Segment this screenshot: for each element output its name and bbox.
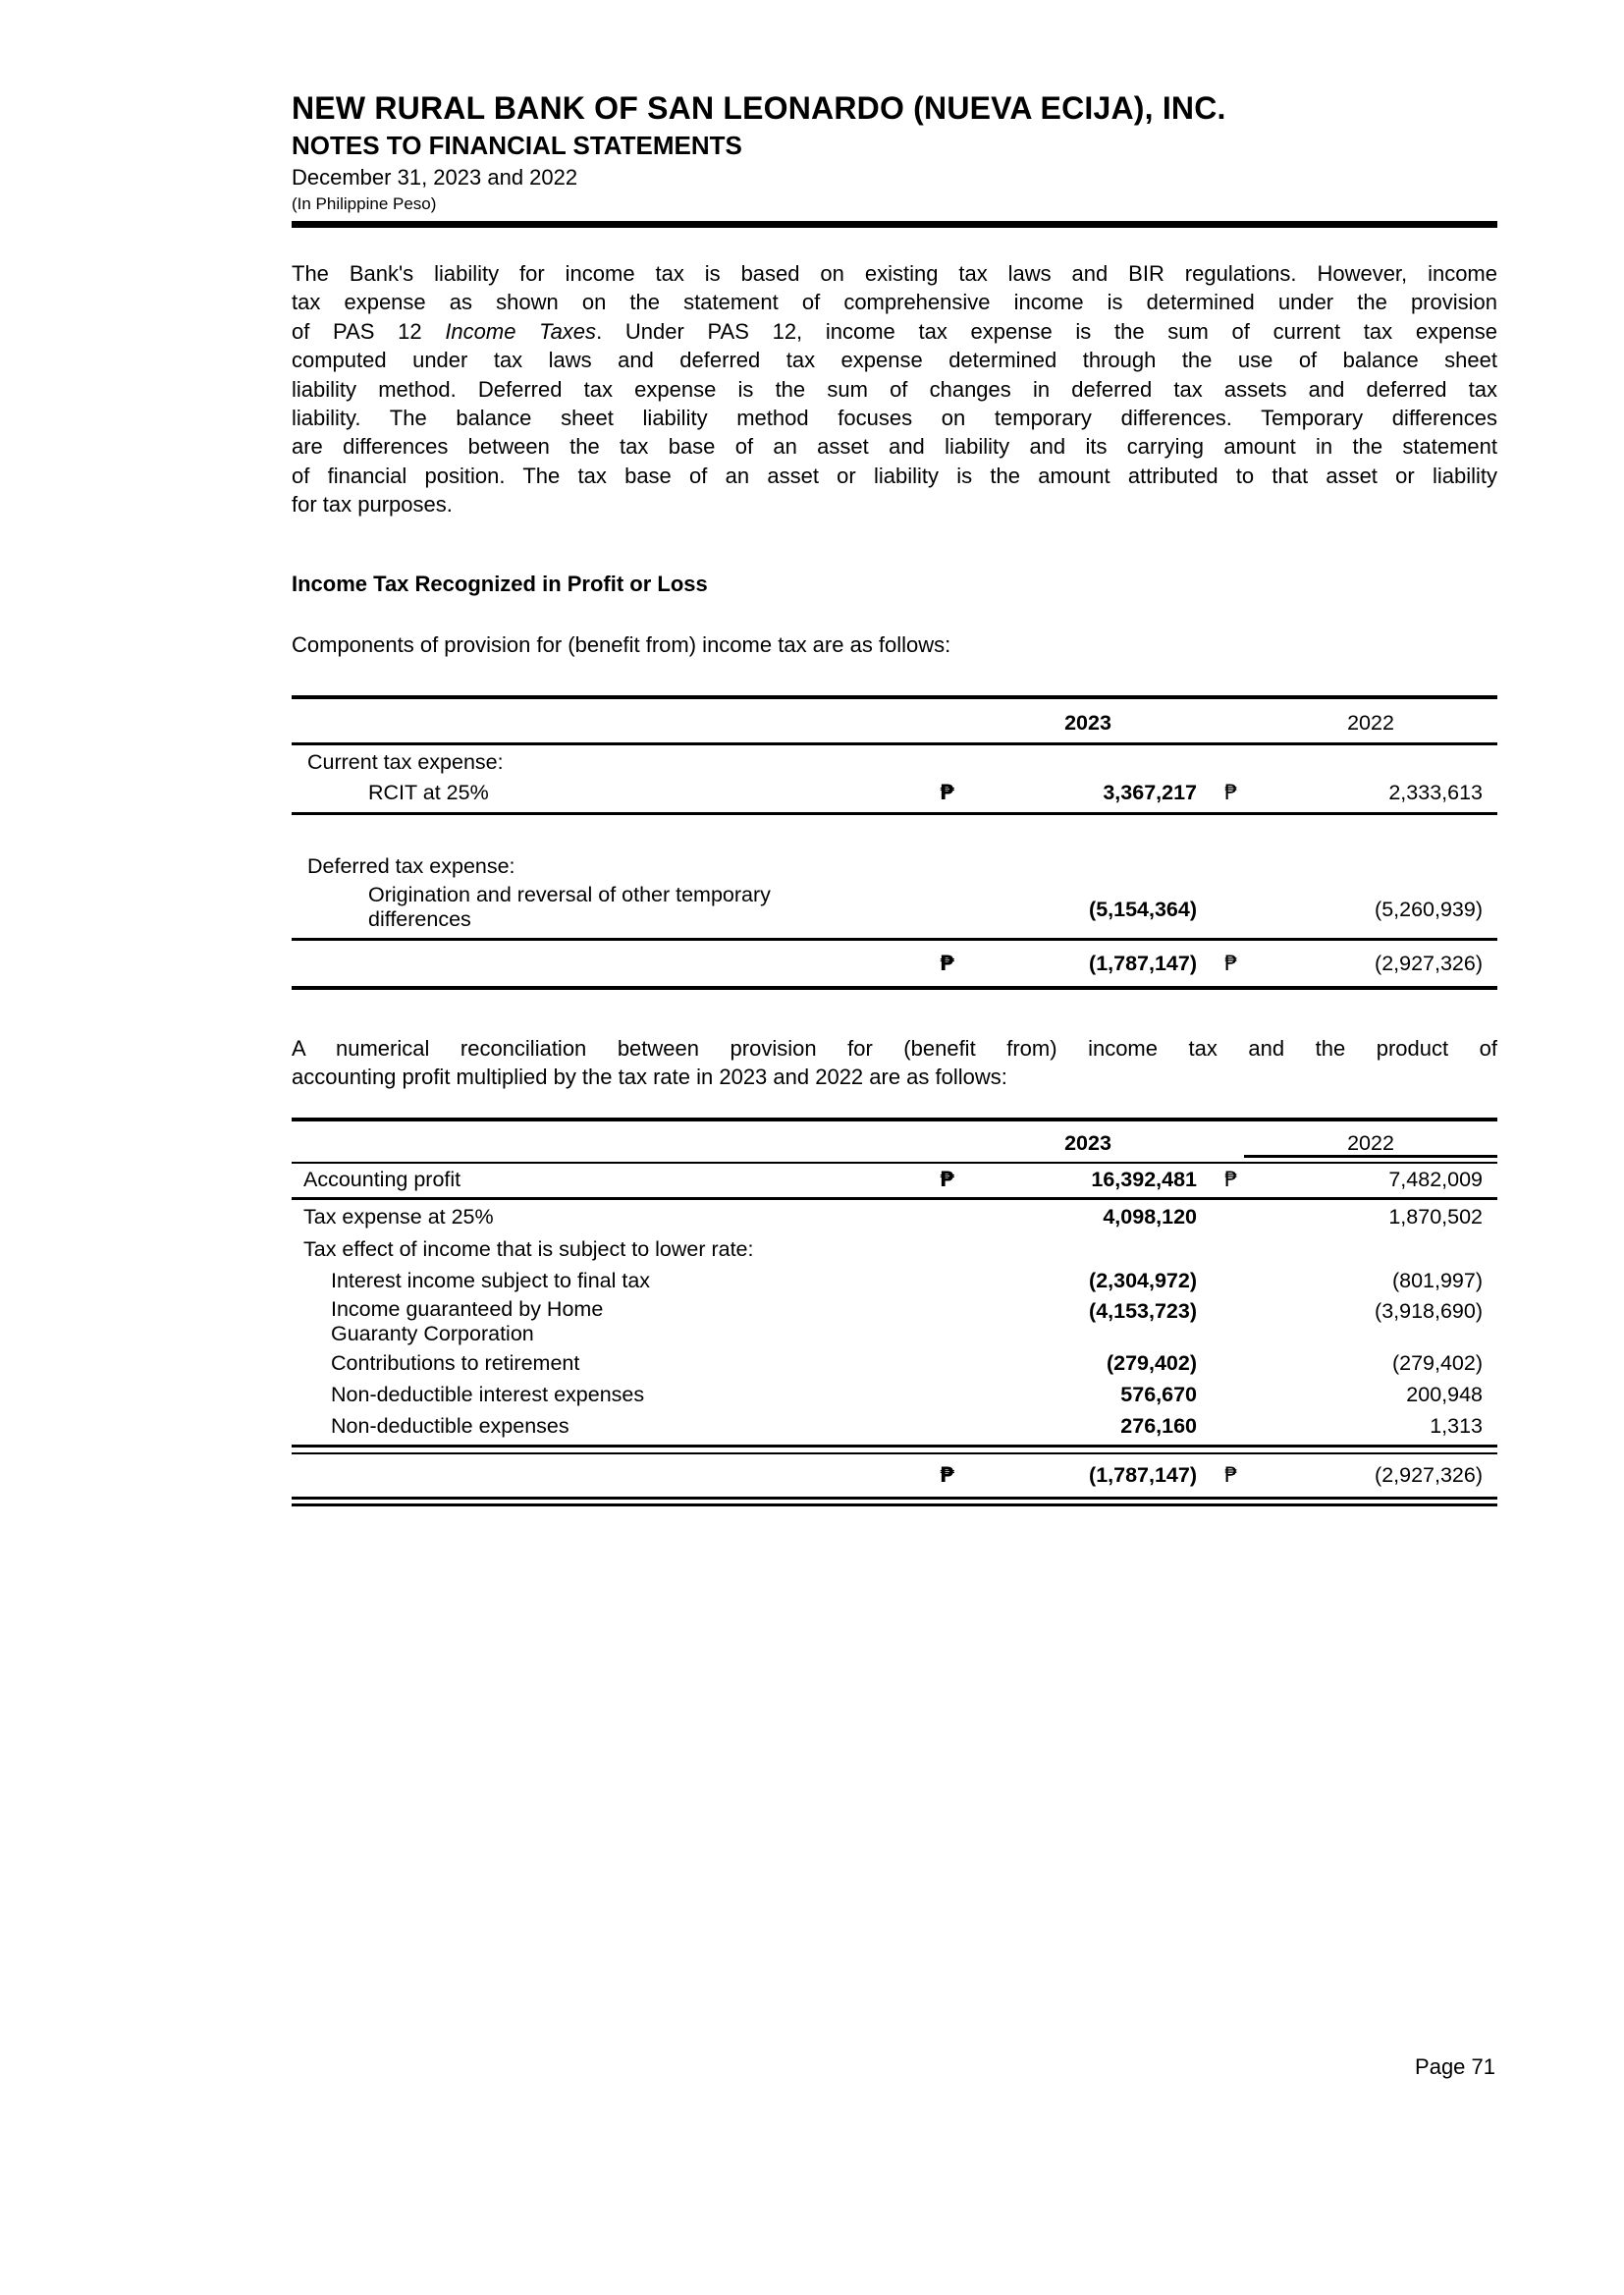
amount-2023: 4,098,120 <box>1103 1205 1197 1229</box>
currency-note: (In Philippine Peso) <box>292 194 437 213</box>
bank-name: NEW RURAL BANK OF SAN LEONARDO (NUEVA ECIJA), INC. <box>292 90 1226 126</box>
total-row <box>292 939 1497 988</box>
amount-2022: (801,997) <box>1391 1269 1483 1293</box>
peso-col-header <box>1197 697 1244 744</box>
amount-2022: 200,948 <box>1406 1383 1483 1407</box>
components-intro: Components of provision for (benefit from) income tax are as follows: <box>292 631 951 657</box>
paragraph-line: of financial position. The tax base of an asset or liability is the amount attributed to that asset or liability <box>292 463 1497 488</box>
intro-paragraph <box>292 259 1497 519</box>
peso-sign-2023: ₱ <box>935 781 979 814</box>
peso-sign-2023: ₱ <box>935 1163 979 1199</box>
spacer-row <box>292 813 1497 854</box>
amount-2022: 1,870,502 <box>1388 1205 1483 1229</box>
row-label: Deferred tax expense: <box>307 853 515 878</box>
row-label: Tax expense at 25% <box>303 1205 494 1229</box>
reconciliation-paragraph <box>292 1034 1497 1092</box>
table-row <box>292 1199 1497 1230</box>
total-2022: (2,927,326) <box>1244 939 1497 988</box>
amount-2023: (279,402) <box>1106 1351 1197 1376</box>
paragraph-line: accounting profit multiplied by the tax rate in 2023 and 2022 are as follows: <box>292 1065 1007 1090</box>
section-heading: Income Tax Recognized in Profit or Loss <box>292 571 708 596</box>
reconciliation-table <box>292 1118 1497 1506</box>
year-header-2023: 2023 <box>979 697 1197 744</box>
amount-2023: 276,160 <box>1120 1414 1197 1439</box>
row-label: Non-deductible interest expenses <box>331 1383 645 1407</box>
peso-sign-2023: ₱ <box>940 1463 954 1489</box>
table-header-row <box>292 697 1497 744</box>
corner-cell <box>292 1120 935 1163</box>
table-row <box>292 1376 1497 1407</box>
row-label: Contributions to retirement <box>331 1351 580 1376</box>
amount-2022: 7,482,009 <box>1244 1163 1497 1199</box>
row-label: Interest income subject to final tax <box>331 1269 651 1293</box>
peso-sign-2022: ₱ <box>1197 939 1244 988</box>
amount-2023: 3,367,217 <box>979 781 1197 814</box>
row-label: Non-deductible expenses <box>331 1414 569 1439</box>
total-2023: (1,787,147) <box>1089 1463 1197 1488</box>
text-segment: . Under PAS 12, income tax expense is the sum of current tax expense <box>596 318 1497 344</box>
header-rule <box>292 221 1497 228</box>
table-row <box>292 1163 1497 1199</box>
row-label: Origination and reversal of other temporary differences <box>292 883 935 940</box>
peso-sign-2022: ₱ <box>1197 1163 1244 1199</box>
table-row <box>292 1293 1497 1346</box>
amount-2023: (4,153,723) <box>1089 1299 1197 1324</box>
date-line: December 31, 2023 and 2022 <box>292 165 578 190</box>
amount-2022: (5,260,939) <box>1244 883 1497 940</box>
paragraph-line: liability method. Deferred tax expense is the sum of changes in deferred tax assets and deferred tax <box>292 376 1497 402</box>
amount-2023: 576,670 <box>1120 1383 1197 1407</box>
table-row <box>292 1407 1497 1447</box>
peso-sign-2023: ₱ <box>935 939 979 988</box>
peso-sign-2022: ₱ <box>1197 781 1244 814</box>
italic-term: Income Taxes <box>445 318 597 344</box>
year-header-2022: 2022 <box>1244 1120 1497 1163</box>
paragraph-line: tax expense as shown on the statement of comprehensive income is determined under the provision <box>292 290 1497 315</box>
table-row <box>292 1262 1497 1293</box>
text-segment: of PAS 12 <box>292 318 446 344</box>
row-label: Income guaranteed by Home Guaranty Corporation <box>331 1297 604 1346</box>
amount-2022: 2,333,613 <box>1244 781 1497 814</box>
paragraph-line: for tax purposes. <box>292 492 453 518</box>
paragraph-line: liability. The balance sheet liability method focuses on temporary differences. Temporary differences <box>292 406 1497 431</box>
total-2023: (1,787,147) <box>979 939 1197 988</box>
year-header-2022: 2022 <box>1244 697 1497 744</box>
table-row <box>292 781 1497 814</box>
row-label: Current tax expense: <box>307 749 504 774</box>
year-header-2023: 2023 <box>979 1120 1197 1163</box>
paragraph-line: are differences between the tax base of an asset and liability and its carrying amount in the statement <box>292 434 1497 460</box>
amount-2022: 1,313 <box>1430 1414 1483 1439</box>
paragraph-line <box>292 317 1497 346</box>
amount-2023: 16,392,481 <box>979 1163 1197 1199</box>
amount-2022: (3,918,690) <box>1375 1299 1483 1324</box>
document-title: NOTES TO FINANCIAL STATEMENTS <box>292 131 742 160</box>
peso-col-header <box>935 1120 979 1163</box>
page-number: Page 71 <box>1415 2054 1495 2079</box>
table-row <box>292 1346 1497 1376</box>
paragraph-line: computed under tax laws and deferred tax expense determined through the use of balance sheet <box>292 348 1497 373</box>
table-row <box>292 743 1497 781</box>
amount-2023: (2,304,972) <box>1089 1269 1197 1293</box>
row-label: RCIT at 25% <box>292 781 935 814</box>
page-content <box>292 90 1497 1506</box>
provision-table <box>292 695 1497 990</box>
peso-sign-2022: ₱ <box>1224 1463 1238 1489</box>
table-row <box>292 854 1497 883</box>
rule-row <box>292 1447 1497 1454</box>
peso-col-header <box>1197 1120 1244 1163</box>
table-header-row <box>292 1120 1497 1163</box>
row-label: Accounting profit <box>292 1163 935 1199</box>
paragraph-line: A numerical reconciliation between provision for (benefit from) income tax and the product of <box>292 1035 1497 1061</box>
corner-cell <box>292 697 935 744</box>
table-row <box>292 1229 1497 1262</box>
amount-2022: (279,402) <box>1391 1351 1483 1376</box>
amount-2023: (5,154,364) <box>979 883 1197 940</box>
table-row <box>292 883 1497 940</box>
total-row <box>292 1453 1497 1499</box>
peso-col-header <box>935 697 979 744</box>
rule-row <box>292 1499 1497 1505</box>
row-label: Tax effect of income that is subject to lower rate: <box>303 1237 754 1262</box>
paragraph-line: The Bank's liability for income tax is based on existing tax laws and BIR regulations. However, income <box>292 261 1497 286</box>
total-2022: (2,927,326) <box>1375 1463 1483 1488</box>
